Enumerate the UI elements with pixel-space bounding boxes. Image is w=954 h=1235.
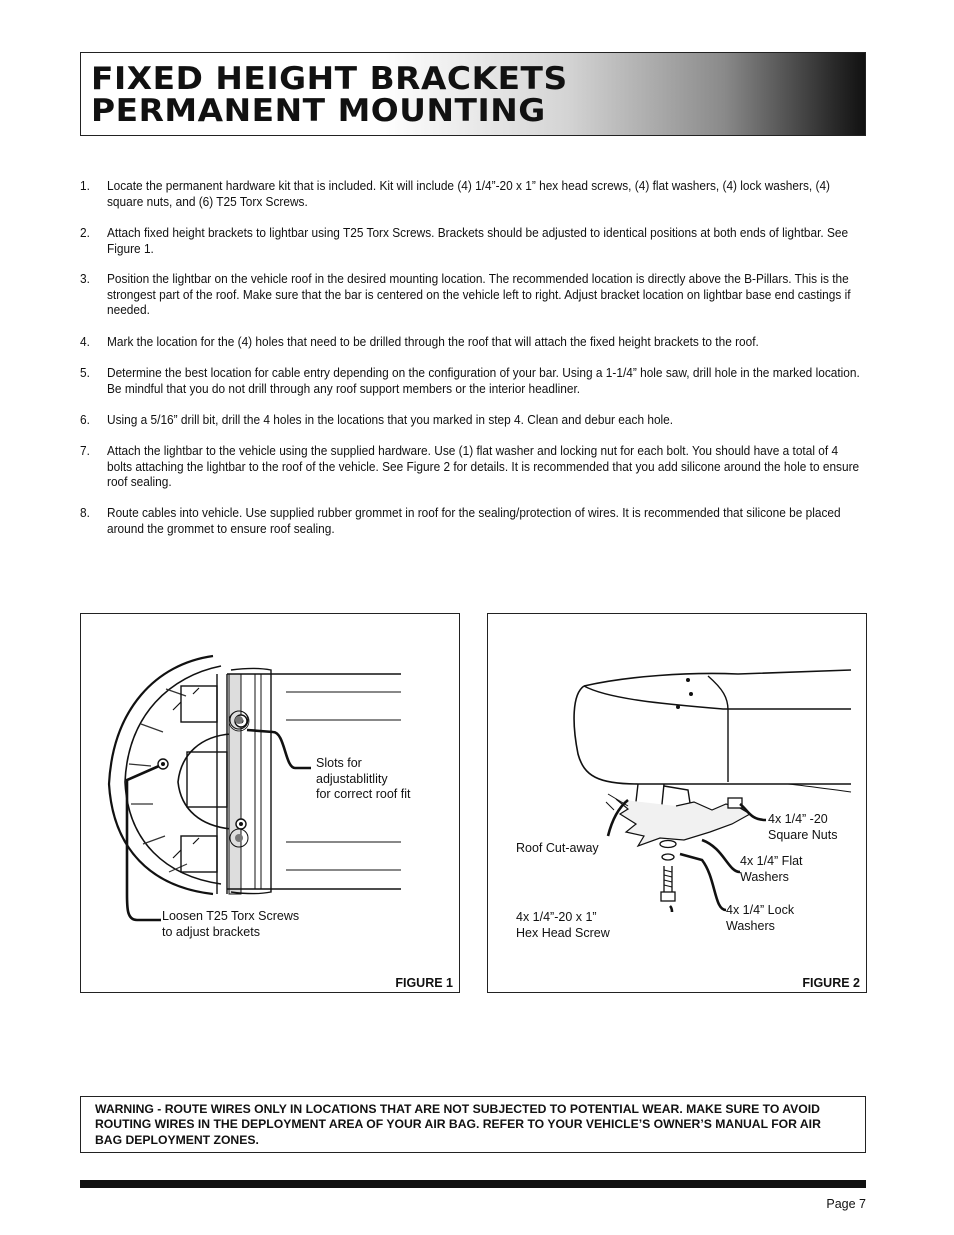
figure-2-label: FIGURE 2 bbox=[802, 976, 860, 990]
step-number: 4. bbox=[80, 334, 90, 349]
instruction-step bbox=[80, 271, 866, 318]
step-number: 3. bbox=[80, 271, 90, 286]
callout-nuts-line-1: 4x 1/4” -20 bbox=[768, 812, 828, 826]
step-text: Route cables into vehicle. Use supplied rubber grommet in roof for the sealing/protection of wires. It is recommended that silicone be placed around the grommet to ensure roof sealing. bbox=[107, 505, 841, 536]
instruction-step bbox=[80, 334, 866, 350]
instruction-step bbox=[80, 443, 866, 490]
callout-slots-line-2: adjustablitlity bbox=[316, 772, 388, 786]
callout-loosen-line-1: Loosen T25 Torx Screws bbox=[162, 909, 300, 923]
callout-nuts-line-2: Square Nuts bbox=[768, 828, 838, 842]
step-text: Attach fixed height brackets to lightbar using T25 Torx Screws. Brackets should be adjusted to identical positions at both ends of lightbar. See Figure 1. bbox=[107, 225, 849, 256]
callout-slots-line-1: Slots for bbox=[316, 756, 362, 770]
instruction-step bbox=[80, 178, 866, 209]
step-number: 1. bbox=[80, 178, 90, 193]
figure-1-label: FIGURE 1 bbox=[395, 976, 453, 990]
step-text: Mark the location for the (4) holes that need to be drilled through the roof that will attach the fixed height brackets to the roof. bbox=[107, 334, 759, 349]
instruction-step bbox=[80, 505, 866, 536]
step-text: Position the lightbar on the vehicle roof in the desired mounting location. The recommended location is directly above the B-Pillars. This is the strongest part of the roof. Make sure that the bar is centered on the vehicle left to right. Adjust bracket location on lightbar base end castings if needed. bbox=[107, 271, 851, 318]
page-title-banner bbox=[80, 52, 866, 136]
step-number: 8. bbox=[80, 505, 90, 520]
callout-flat-line-1: 4x 1/4” Flat bbox=[740, 854, 803, 868]
step-number: 6. bbox=[80, 412, 90, 427]
figure-2-panel bbox=[487, 613, 867, 993]
page-number: Page 7 bbox=[826, 1197, 866, 1211]
callout-lock-line-1: 4x 1/4” Lock bbox=[726, 903, 795, 917]
instruction-step bbox=[80, 225, 866, 256]
callout-lock-line-2: Washers bbox=[726, 919, 775, 933]
step-number: 7. bbox=[80, 443, 90, 458]
step-text: Using a 5/16” drill bit, drill the 4 holes in the locations that you marked in step 4. Clean and debur each hole. bbox=[107, 412, 674, 427]
callout-screw-line-1: 4x 1/4”-20 x 1” bbox=[516, 910, 597, 924]
callout-roof-cutaway: Roof Cut-away bbox=[516, 841, 599, 855]
callout-slots-line-3: for correct roof fit bbox=[316, 787, 411, 801]
warning-box: WARNING - ROUTE WIRES ONLY IN LOCATIONS THAT ARE NOT SUBJECTED TO POTENTIAL WEAR. MAKE SURE TO AVOID ROUTING WIRES IN THE DEPLOYMENT AREA OF YOUR AIR BAG. REFER TO YOUR VEHICLE’S OWNER’S MANUAL FOR AIR BAG DEPLOYMENT ZONES. bbox=[80, 1096, 866, 1153]
instruction-step bbox=[80, 365, 866, 396]
footer-rule bbox=[80, 1180, 866, 1188]
step-text: Determine the best location for cable entry depending on the configuration of your bar. Using a 1-1/4” hole saw, drill hole in the marked location. Be mindful that you do not drill through any roof support members or the interior headliner. bbox=[107, 365, 860, 396]
instruction-step bbox=[80, 412, 866, 428]
callout-flat-line-2: Washers bbox=[740, 870, 789, 884]
step-number: 2. bbox=[80, 225, 90, 240]
step-text: Locate the permanent hardware kit that is included. Kit will include (4) 1/4”-20 x 1” hex head screws, (4) flat washers, (4) lock washers, (4) square nuts, and (6) T25 Torx Screws. bbox=[107, 178, 830, 209]
page-title-line-1: FIXED HEIGHT BRACKETS bbox=[91, 61, 568, 97]
step-text: Attach the lightbar to the vehicle using the supplied hardware. Use (1) flat washer and locking nut for each bolt. You should have a total of 4 bolts attaching the lightbar to the roof of the vehicle. See Figure 2 for details. It is recommended that you add silicone around the hole to ensure roof sealing. bbox=[107, 443, 860, 490]
step-number: 5. bbox=[80, 365, 90, 380]
callout-screw-line-2: Hex Head Screw bbox=[516, 926, 610, 940]
figure-1-panel bbox=[80, 613, 460, 993]
callout-loosen-line-2: to adjust brackets bbox=[162, 925, 260, 939]
lightbar-bracket-illustration bbox=[81, 614, 459, 992]
page-title-line-2: PERMANENT MOUNTING bbox=[91, 93, 546, 129]
